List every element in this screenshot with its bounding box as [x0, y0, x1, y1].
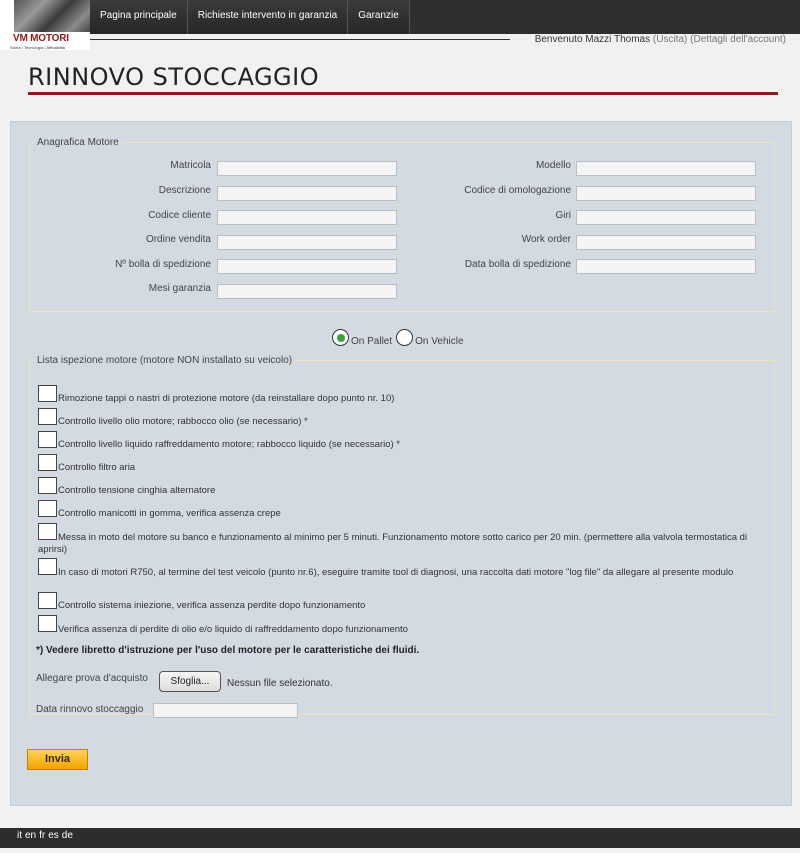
logo-engine-image — [14, 0, 90, 32]
inspection-fieldset-legend: Lista ispezione motore (motore NON installato su veicolo) — [37, 355, 293, 366]
welcome-bar — [535, 34, 786, 45]
shipping-note-date-label: Data bolla di spedizione — [464, 259, 571, 270]
homologation-code-input[interactable] — [576, 186, 756, 201]
renewal-date-label: Data rinnovo stoccaggio — [36, 704, 144, 715]
on-vehicle-radio[interactable] — [396, 329, 413, 346]
checklist-checkbox-9[interactable] — [38, 592, 57, 609]
attachment-label: Allegare prova d'acquisto — [36, 673, 148, 684]
shipping-note-number-input[interactable] — [217, 259, 397, 274]
checklist-checkbox-5[interactable] — [38, 477, 57, 494]
language-links — [17, 830, 76, 841]
page-title: RINNOVO STOCCAGGIO — [28, 63, 320, 91]
account-details-link[interactable]: (Dettagli dell'account) — [690, 34, 786, 45]
on-pallet-label: On Pallet — [351, 336, 393, 347]
checklist-checkbox-4[interactable] — [38, 454, 57, 471]
on-vehicle-label: On Vehicle — [415, 336, 464, 347]
checklist-text-6: Controllo manicotti in gomma, verifica assenza crepe — [58, 508, 281, 519]
rpm-input[interactable] — [576, 210, 756, 225]
checklist-checkbox-10[interactable] — [38, 615, 57, 632]
nav-warranty-requests[interactable]: Richieste intervento in garanzia — [188, 0, 349, 34]
logo-tagline: Storia • Tecnologia • Affidabilità — [10, 45, 65, 50]
lang-fr-link[interactable]: fr — [39, 830, 46, 841]
model-input[interactable] — [576, 161, 756, 176]
checklist-checkbox-3[interactable] — [38, 431, 57, 448]
engine-fieldset-legend: Anagrafica Motore — [37, 137, 119, 148]
radio-selected-dot — [337, 334, 345, 342]
checklist-text-10: Verifica assenza di perdite di olio e/o liquido di raffreddamento dopo funzionamento — [58, 624, 408, 635]
lang-en-link[interactable]: en — [25, 830, 37, 841]
logo-brand-text: VM MOTORI — [13, 33, 69, 44]
description-label: Descrizione — [158, 185, 211, 196]
nav-warranties[interactable]: Garanzie — [348, 0, 410, 34]
homologation-code-label: Codice di omologazione — [464, 185, 571, 196]
vm-motori-logo[interactable] — [0, 0, 90, 50]
footer-bar — [0, 828, 800, 848]
renewal-date-input[interactable] — [153, 703, 298, 718]
checklist-text-8: In caso di motori R750, al termine del test veicolo (punto nr.6), eseguire tramite tool di diagnosi, una raccolta dati motore "log file" da allegare al presente modulo — [58, 567, 734, 578]
customer-code-label: Codice cliente — [148, 210, 211, 221]
warranty-months-input[interactable] — [217, 284, 397, 299]
serial-number-label: Matricola — [170, 160, 211, 171]
rpm-label: Giri — [555, 210, 571, 221]
title-underline — [28, 92, 778, 95]
checklist-text-3: Controllo livello liquido raffreddamento motore; rabbocco liquido (se necessario) * — [58, 439, 401, 450]
submit-button[interactable]: Invia — [27, 749, 88, 770]
browse-file-button[interactable]: Sfoglia... — [159, 671, 221, 692]
checklist-checkbox-2[interactable] — [38, 408, 57, 425]
sales-order-label: Ordine vendita — [145, 234, 211, 245]
lang-it-link[interactable]: it — [17, 830, 22, 841]
fluids-note: *) Vedere libretto d'istruzione per l'uso del motore per le caratteristiche dei fluidi. — [36, 645, 420, 656]
logout-link[interactable]: (Uscita) — [652, 34, 688, 45]
sales-order-input[interactable] — [217, 235, 397, 250]
placement-radio-group — [332, 328, 468, 347]
file-status-text: Nessun file selezionato. — [227, 678, 333, 689]
description-input[interactable] — [217, 186, 397, 201]
shipping-note-date-input[interactable] — [576, 259, 756, 274]
serial-number-input[interactable] — [217, 161, 397, 176]
warranty-months-label: Mesi garanzia — [148, 283, 211, 294]
customer-code-input[interactable] — [217, 210, 397, 225]
work-order-input[interactable] — [576, 235, 756, 250]
header-divider — [90, 39, 510, 40]
welcome-text: Benvenuto Mazzi Thomas — [534, 34, 651, 45]
shipping-note-number-label: Nº bolla di spedizione — [115, 259, 211, 270]
checklist-checkbox-1[interactable] — [38, 385, 57, 402]
work-order-label: Work order — [521, 234, 571, 245]
lang-es-link[interactable]: es — [48, 830, 59, 841]
checklist-checkbox-6[interactable] — [38, 500, 57, 517]
checklist-text-9: Controllo sistema iniezione, verifica assenza perdite dopo funzionamento — [58, 600, 366, 611]
nav-home[interactable]: Pagina principale — [90, 0, 188, 34]
top-navigation-bar — [0, 0, 800, 34]
checklist-text-4: Controllo filtro aria — [58, 462, 136, 473]
checklist-text-7: Messa in moto del motore su banco e funzionamento al minimo per 5 minuti. Funzionamento motore sotto carico per 20 min. (permettere alla valvola termostatica di aprirsi) — [38, 532, 748, 555]
checklist-text-1: Rimozione tappi o nastri di protezione motore (da reinstallare dopo punto nr. 10) — [58, 393, 395, 404]
lang-de-link[interactable]: de — [61, 830, 73, 841]
main-nav — [90, 0, 410, 34]
checklist-text-2: Controllo livello olio motore; rabbocco olio (se necessario) * — [58, 416, 308, 427]
model-label: Modello — [535, 160, 571, 171]
checklist-text-5: Controllo tensione cinghia alternatore — [58, 485, 216, 496]
on-pallet-radio[interactable] — [332, 329, 349, 346]
